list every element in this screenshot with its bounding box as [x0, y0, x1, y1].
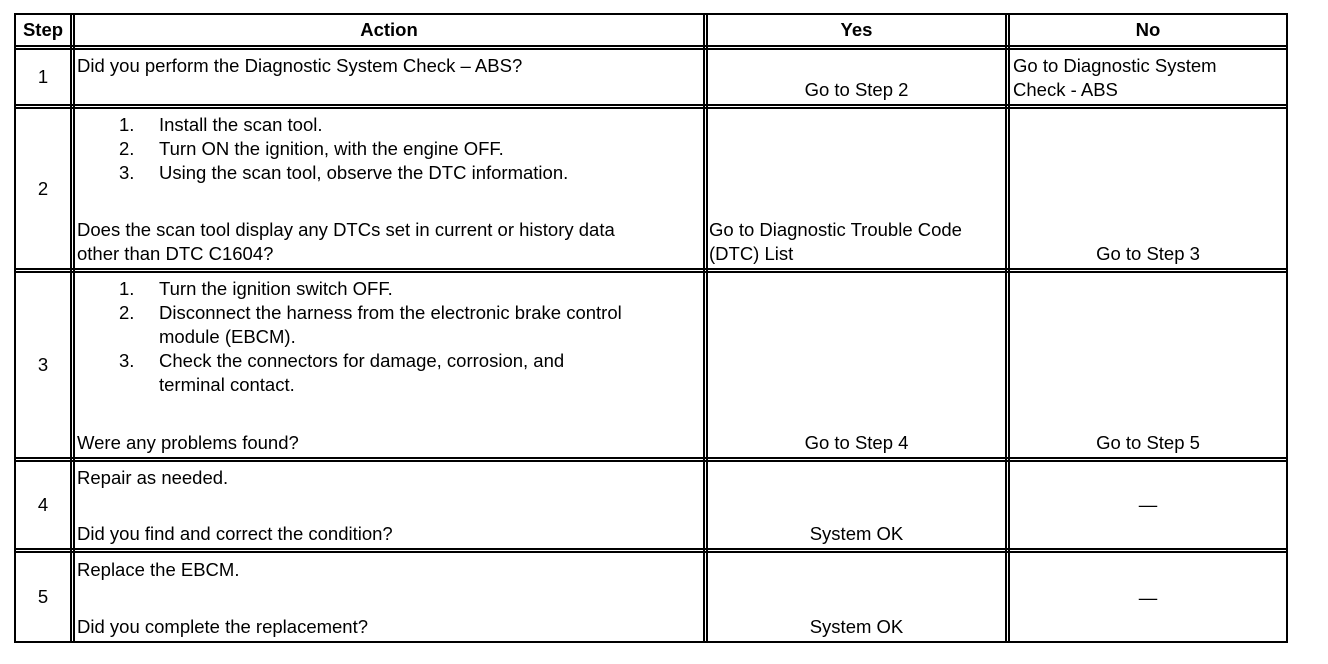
list-item-number: 3. [119, 162, 135, 183]
no-cell: Go to Step 5 [1096, 432, 1200, 453]
yes-cell: Go to Step 2 [804, 79, 909, 100]
yes-cell-line: Go to Diagnostic Trouble Code [709, 219, 962, 240]
list-item-number: 3. [119, 350, 135, 371]
list-item-continuation: terminal contact. [159, 374, 295, 395]
action-steps-list [75, 277, 703, 397]
no-cell: — [1138, 494, 1158, 515]
list-item-number: 2. [119, 138, 135, 159]
step-number: 4 [37, 494, 49, 515]
list-item [75, 277, 703, 301]
header-action: Action [360, 19, 418, 40]
grid-line [14, 107, 1288, 109]
list-item [75, 161, 703, 185]
list-item-text: Turn the ignition switch OFF. [159, 278, 393, 299]
grid-line [14, 457, 1288, 459]
no-cell-line: Check - ABS [1013, 79, 1118, 100]
action-steps-list [75, 113, 703, 185]
action-instruction: Repair as needed. [77, 467, 229, 488]
list-item [75, 113, 703, 137]
grid-line [14, 268, 1288, 270]
list-item-text: Check the connectors for damage, corrosion, and [159, 350, 565, 371]
action-instruction: Replace the EBCM. [77, 559, 240, 580]
yes-cell: System OK [809, 523, 904, 544]
step-number: 5 [37, 586, 49, 607]
action-question: Did you complete the replacement? [77, 616, 369, 637]
grid-line [14, 460, 1288, 462]
list-item-text: Install the scan tool. [159, 114, 323, 135]
step-number: 3 [37, 354, 49, 375]
list-item [75, 137, 703, 161]
list-item-number: 1. [119, 114, 135, 135]
header-yes: Yes [840, 19, 873, 40]
grid-line [14, 271, 1288, 273]
action-question: Did you find and correct the condition? [77, 523, 393, 544]
action-question: other than DTC C1604? [77, 243, 274, 264]
grid-line [14, 45, 1288, 47]
header-step: Step [22, 19, 64, 40]
grid-line [14, 641, 1288, 643]
no-cell: — [1138, 587, 1158, 608]
yes-cell: System OK [809, 616, 904, 637]
grid-line [14, 48, 1288, 50]
list-item-number: 2. [119, 302, 135, 323]
action-question: Were any problems found? [77, 432, 299, 453]
yes-cell-line: (DTC) List [709, 243, 794, 264]
header-no: No [1135, 19, 1161, 40]
no-cell: Go to Step 3 [1096, 243, 1200, 264]
list-item-number: 1. [119, 278, 135, 299]
list-item-text: Using the scan tool, observe the DTC information. [159, 162, 569, 183]
grid-line [14, 548, 1288, 550]
step-number: 1 [37, 66, 49, 87]
yes-cell: Go to Step 4 [804, 432, 909, 453]
list-item-continuation: module (EBCM). [159, 326, 296, 347]
action-question: Does the scan tool display any DTCs set in current or history data [77, 219, 615, 240]
grid-line [14, 104, 1288, 106]
list-item [75, 301, 703, 349]
grid-line [14, 551, 1288, 553]
list-item [75, 349, 703, 397]
list-item-text: Turn ON the ignition, with the engine OFF. [159, 138, 504, 159]
action-question: Did you perform the Diagnostic System Check – ABS? [77, 55, 523, 76]
list-item-text: Disconnect the harness from the electronic brake control [159, 302, 622, 323]
no-cell-line: Go to Diagnostic System [1013, 55, 1217, 76]
step-number: 2 [37, 177, 49, 199]
